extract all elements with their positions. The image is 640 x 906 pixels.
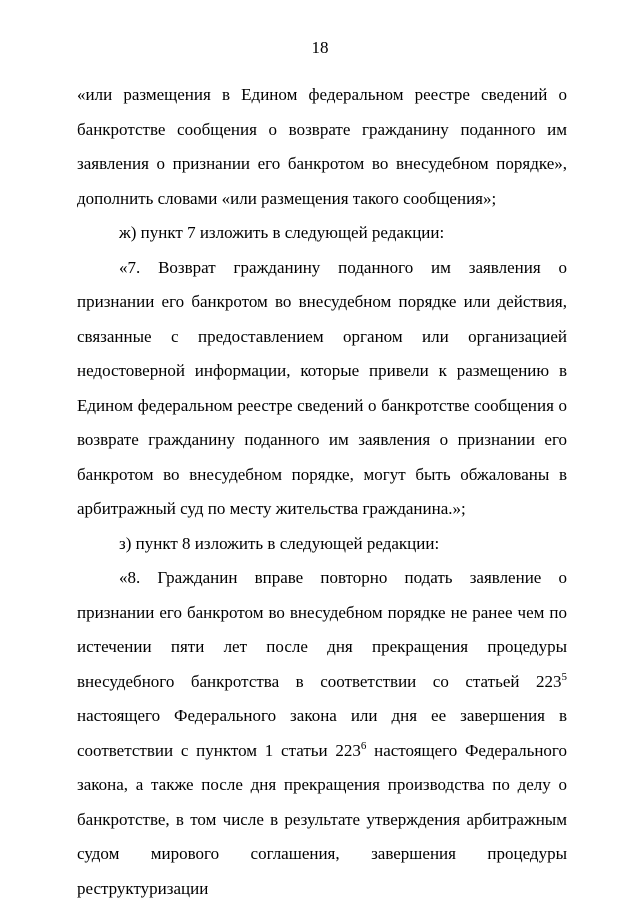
- superscript: 6: [360, 739, 367, 752]
- text-segment: настоящего Федерального закона или дня ее завершения в соответствии с пунктом 1 статьи 223: [77, 706, 567, 760]
- paragraph-item-z: з) пункт 8 изложить в следующей редакции:: [119, 533, 440, 553]
- paragraph-item-zh: ж) пункт 7 изложить в следующей редакции:: [119, 223, 445, 242]
- document-body: [77, 78, 567, 906]
- paragraph-continuation: «или размещения в Едином федеральном реестре сведений о банкротстве сообщения о возврате гражданину поданного им заявления о признании его банкротом во внесудебном порядке», дополнить словами «или размещения такого сообщения»;: [77, 85, 567, 208]
- paragraph-point-7: «7. Возврат гражданину поданного им заявления о признании его банкротом во внесудебном порядке или действия, связанные с предоставлением органом или организацией недостоверной информации, которые привели к размещению в Едином федеральном реестре сведений о банкротстве сообщения о возврате гражданину поданного им заявления о признании его банкротом во внесудебном порядке, могут быть обжалованы в арбитражный суд по месту жительства гражданина.»;: [77, 257, 567, 518]
- page-number: 18: [311, 38, 329, 57]
- text-segment: настоящего Федерального закона, а также после дня прекращения производства по делу о банкротстве, в том числе в результате утверждения арбитражным судом мирового соглашения, завершения процедуры реструктуризации: [77, 740, 567, 898]
- paragraph-point-8: [77, 561, 567, 906]
- superscript: 5: [561, 670, 567, 683]
- text-segment: «8. Гражданин вправе повторно подать заявление о признании его банкротом во внесудебном порядке не ранее чем по истечении пяти лет после дня прекращения процедуры внесудебного банкротства в соответствии со статьей 223: [77, 568, 567, 691]
